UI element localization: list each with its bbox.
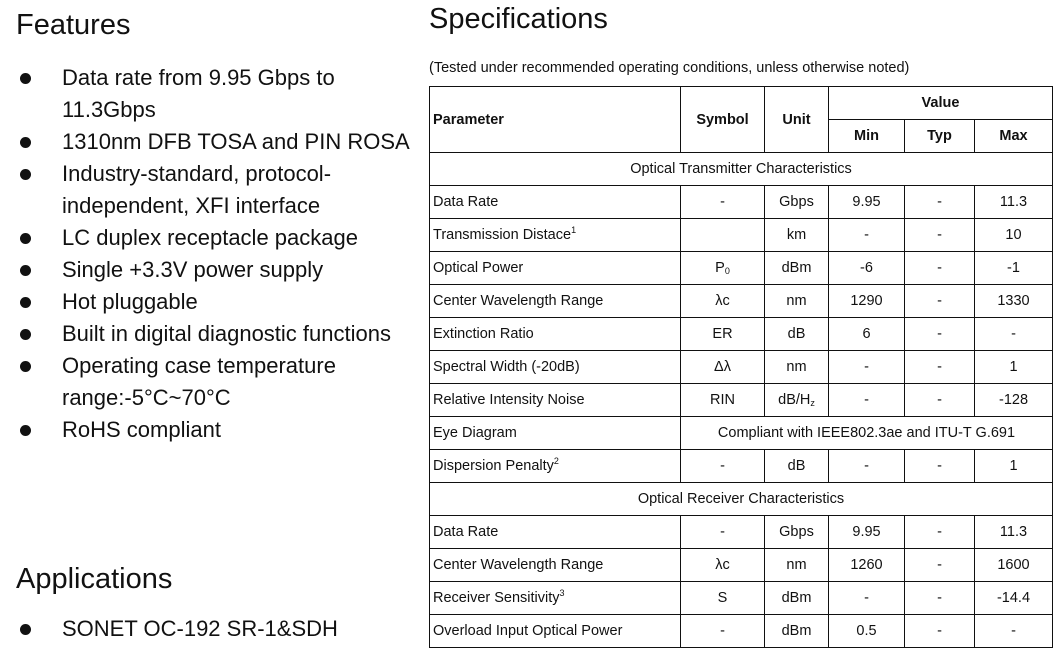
cell-min: - (829, 219, 905, 252)
cell-parameter (430, 351, 681, 384)
cell-typ: - (905, 318, 975, 351)
cell-typ: - (905, 219, 975, 252)
cell-min: - (829, 450, 905, 483)
unit-text: km (786, 227, 807, 243)
table-row (430, 318, 1053, 351)
table-row (430, 450, 1053, 483)
section-row (430, 153, 1053, 186)
parameter-text: Eye Diagram (433, 425, 517, 441)
feature-item (16, 414, 411, 446)
table-row (430, 351, 1053, 384)
cell-max: - (975, 615, 1053, 648)
feature-text: Data rate from 9.95 Gbps to 11.3Gbps (62, 65, 335, 122)
cell-unit (765, 582, 829, 615)
symbol-text: λc (715, 293, 730, 309)
cell-min: 9.95 (829, 516, 905, 549)
table-row (430, 384, 1053, 417)
feature-text: Industry-standard, protocol-independent, XFI interface (62, 161, 332, 218)
feature-item (16, 222, 411, 254)
feature-item (16, 286, 411, 318)
parameter-text: Center Wavelength Range (433, 293, 604, 309)
feature-item (16, 62, 411, 126)
applications-heading: Applications (16, 563, 173, 595)
feature-text: Hot pluggable (62, 289, 198, 314)
cell-typ: - (905, 516, 975, 549)
feature-text: 1310nm DFB TOSA and PIN ROSA (62, 129, 410, 154)
cell-parameter (430, 582, 681, 615)
parameter-text: Dispersion Penalty (433, 458, 554, 474)
specifications-note: (Tested under recommended operating conditions, unless otherwise noted) (429, 60, 910, 76)
cell-unit (765, 516, 829, 549)
unit-text: dB (787, 326, 806, 342)
cell-min: 9.95 (829, 186, 905, 219)
table-row (430, 417, 1053, 450)
bullet-icon (20, 624, 31, 635)
feature-text: Single +3.3V power supply (62, 257, 324, 282)
features-heading: Features (16, 9, 131, 41)
cell-typ: - (905, 252, 975, 285)
cell-parameter (430, 615, 681, 648)
bullet-icon (20, 73, 31, 84)
parameter-text: Data Rate (433, 194, 499, 210)
feature-item (16, 158, 411, 222)
cell-typ: - (905, 285, 975, 318)
cell-parameter (430, 450, 681, 483)
symbol-subscript: 0 (724, 266, 730, 276)
cell-unit (765, 615, 829, 648)
parameter-text: Data Rate (433, 524, 499, 540)
header-min: Min (829, 120, 905, 153)
cell-min: 6 (829, 318, 905, 351)
application-text: SONET OC-192 SR-1&SDH (62, 616, 338, 641)
parameter-text: Overload Input Optical Power (433, 623, 623, 639)
unit-text: dBm (781, 623, 812, 639)
cell-symbol (681, 549, 765, 582)
cell-parameter (430, 318, 681, 351)
cell-typ: - (905, 549, 975, 582)
cell-unit (765, 252, 829, 285)
section-row (430, 483, 1053, 516)
parameter-text: Transmission Distace (433, 227, 572, 243)
parameter-text: Optical Power (433, 260, 524, 276)
unit-text: dB (787, 458, 806, 474)
cell-max: -128 (975, 384, 1053, 417)
cell-parameter (430, 285, 681, 318)
cell-unit (765, 384, 829, 417)
table-row (430, 186, 1053, 219)
feature-text: Operating case temperature range:-5°C~70°C (62, 353, 336, 410)
header-symbol: Symbol (681, 87, 765, 153)
unit-text: Gbps (779, 194, 814, 210)
symbol-text: - (720, 524, 725, 540)
cell-parameter (430, 252, 681, 285)
cell-parameter (430, 219, 681, 252)
header-unit: Unit (765, 87, 829, 153)
feature-text: RoHS compliant (62, 417, 221, 442)
cell-min: 1290 (829, 285, 905, 318)
cell-symbol (681, 582, 765, 615)
symbol-text: RIN (710, 392, 735, 408)
symbol-text: - (720, 623, 725, 639)
cell-max: 1 (975, 351, 1053, 384)
cell-max: 1600 (975, 549, 1053, 582)
cell-unit (765, 318, 829, 351)
cell-unit (765, 351, 829, 384)
cell-unit (765, 450, 829, 483)
cell-parameter (430, 417, 681, 450)
symbol-text: P (715, 260, 725, 276)
application-item (16, 613, 411, 645)
cell-symbol (681, 384, 765, 417)
cell-min: - (829, 384, 905, 417)
table-row (430, 516, 1053, 549)
cell-symbol (681, 615, 765, 648)
cell-symbol (681, 219, 765, 252)
cell-parameter (430, 516, 681, 549)
cell-min: 1260 (829, 549, 905, 582)
symbol-text: ER (712, 326, 733, 342)
header-parameter: Parameter (430, 87, 681, 153)
header-max: Max (975, 120, 1053, 153)
table-row (430, 549, 1053, 582)
cell-parameter (430, 384, 681, 417)
specifications-table-body (430, 153, 1053, 648)
cell-symbol (681, 351, 765, 384)
parameter-text: Relative Intensity Noise (433, 392, 585, 408)
cell-unit (765, 285, 829, 318)
feature-text: Built in digital diagnostic functions (62, 321, 391, 346)
cell-max: 1 (975, 450, 1053, 483)
unit-text: nm (786, 359, 807, 375)
table-row (430, 615, 1053, 648)
cell-unit (765, 219, 829, 252)
footnote-marker: 1 (571, 225, 577, 235)
feature-item (16, 350, 411, 414)
symbol-text: Δλ (714, 359, 731, 375)
parameter-text: Spectral Width (-20dB) (433, 359, 580, 375)
header-typ: Typ (905, 120, 975, 153)
cell-typ: - (905, 450, 975, 483)
unit-text: Gbps (779, 524, 814, 540)
cell-parameter (430, 186, 681, 219)
cell-typ: - (905, 615, 975, 648)
specifications-heading: Specifications (429, 3, 608, 35)
parameter-text: Receiver Sensitivity (433, 590, 560, 606)
feature-item (16, 254, 411, 286)
cell-typ: - (905, 582, 975, 615)
table-row (430, 252, 1053, 285)
unit-text: dB/H (778, 392, 811, 408)
cell-compliance: Compliant with IEEE802.3ae and ITU-T G.691 (681, 417, 1053, 450)
section-title: Optical Transmitter Characteristics (430, 153, 1053, 186)
unit-text: nm (786, 293, 807, 309)
cell-symbol (681, 252, 765, 285)
cell-typ: - (905, 384, 975, 417)
parameter-text: Extinction Ratio (433, 326, 534, 342)
cell-unit (765, 549, 829, 582)
section-title: Optical Receiver Characteristics (430, 483, 1053, 516)
features-list (16, 62, 411, 446)
cell-max: 11.3 (975, 516, 1053, 549)
symbol-text: S (717, 590, 728, 606)
cell-typ: - (905, 186, 975, 219)
parameter-text: Center Wavelength Range (433, 557, 604, 573)
bullet-icon (20, 137, 31, 148)
symbol-text: - (720, 194, 725, 210)
unit-subscript: z (810, 398, 815, 408)
feature-text: LC duplex receptacle package (62, 225, 358, 250)
footnote-marker: 2 (553, 456, 559, 466)
table-row (430, 582, 1053, 615)
cell-min: - (829, 582, 905, 615)
bullet-icon (20, 297, 31, 308)
feature-item (16, 126, 411, 158)
cell-typ: - (905, 351, 975, 384)
cell-max: -14.4 (975, 582, 1053, 615)
specifications-table (429, 86, 1053, 648)
cell-min: - (829, 351, 905, 384)
footnote-marker: 3 (559, 588, 565, 598)
cell-symbol (681, 450, 765, 483)
bullet-icon (20, 425, 31, 436)
cell-symbol (681, 285, 765, 318)
cell-min: -6 (829, 252, 905, 285)
cell-max: - (975, 318, 1053, 351)
table-row (430, 285, 1053, 318)
cell-max: 11.3 (975, 186, 1053, 219)
cell-symbol (681, 318, 765, 351)
bullet-icon (20, 169, 31, 180)
symbol-text: - (720, 458, 725, 474)
cell-unit (765, 186, 829, 219)
cell-max: 1330 (975, 285, 1053, 318)
header-value: Value (829, 87, 1053, 120)
bullet-icon (20, 233, 31, 244)
cell-parameter (430, 549, 681, 582)
bullet-icon (20, 361, 31, 372)
cell-min: 0.5 (829, 615, 905, 648)
cell-symbol (681, 516, 765, 549)
unit-text: nm (786, 557, 807, 573)
applications-list (16, 613, 411, 645)
cell-symbol (681, 186, 765, 219)
feature-item (16, 318, 411, 350)
cell-max: -1 (975, 252, 1053, 285)
cell-max: 10 (975, 219, 1053, 252)
unit-text: dBm (781, 260, 812, 276)
bullet-icon (20, 265, 31, 276)
unit-text: dBm (781, 590, 812, 606)
bullet-icon (20, 329, 31, 340)
symbol-text: λc (715, 557, 730, 573)
table-row (430, 219, 1053, 252)
